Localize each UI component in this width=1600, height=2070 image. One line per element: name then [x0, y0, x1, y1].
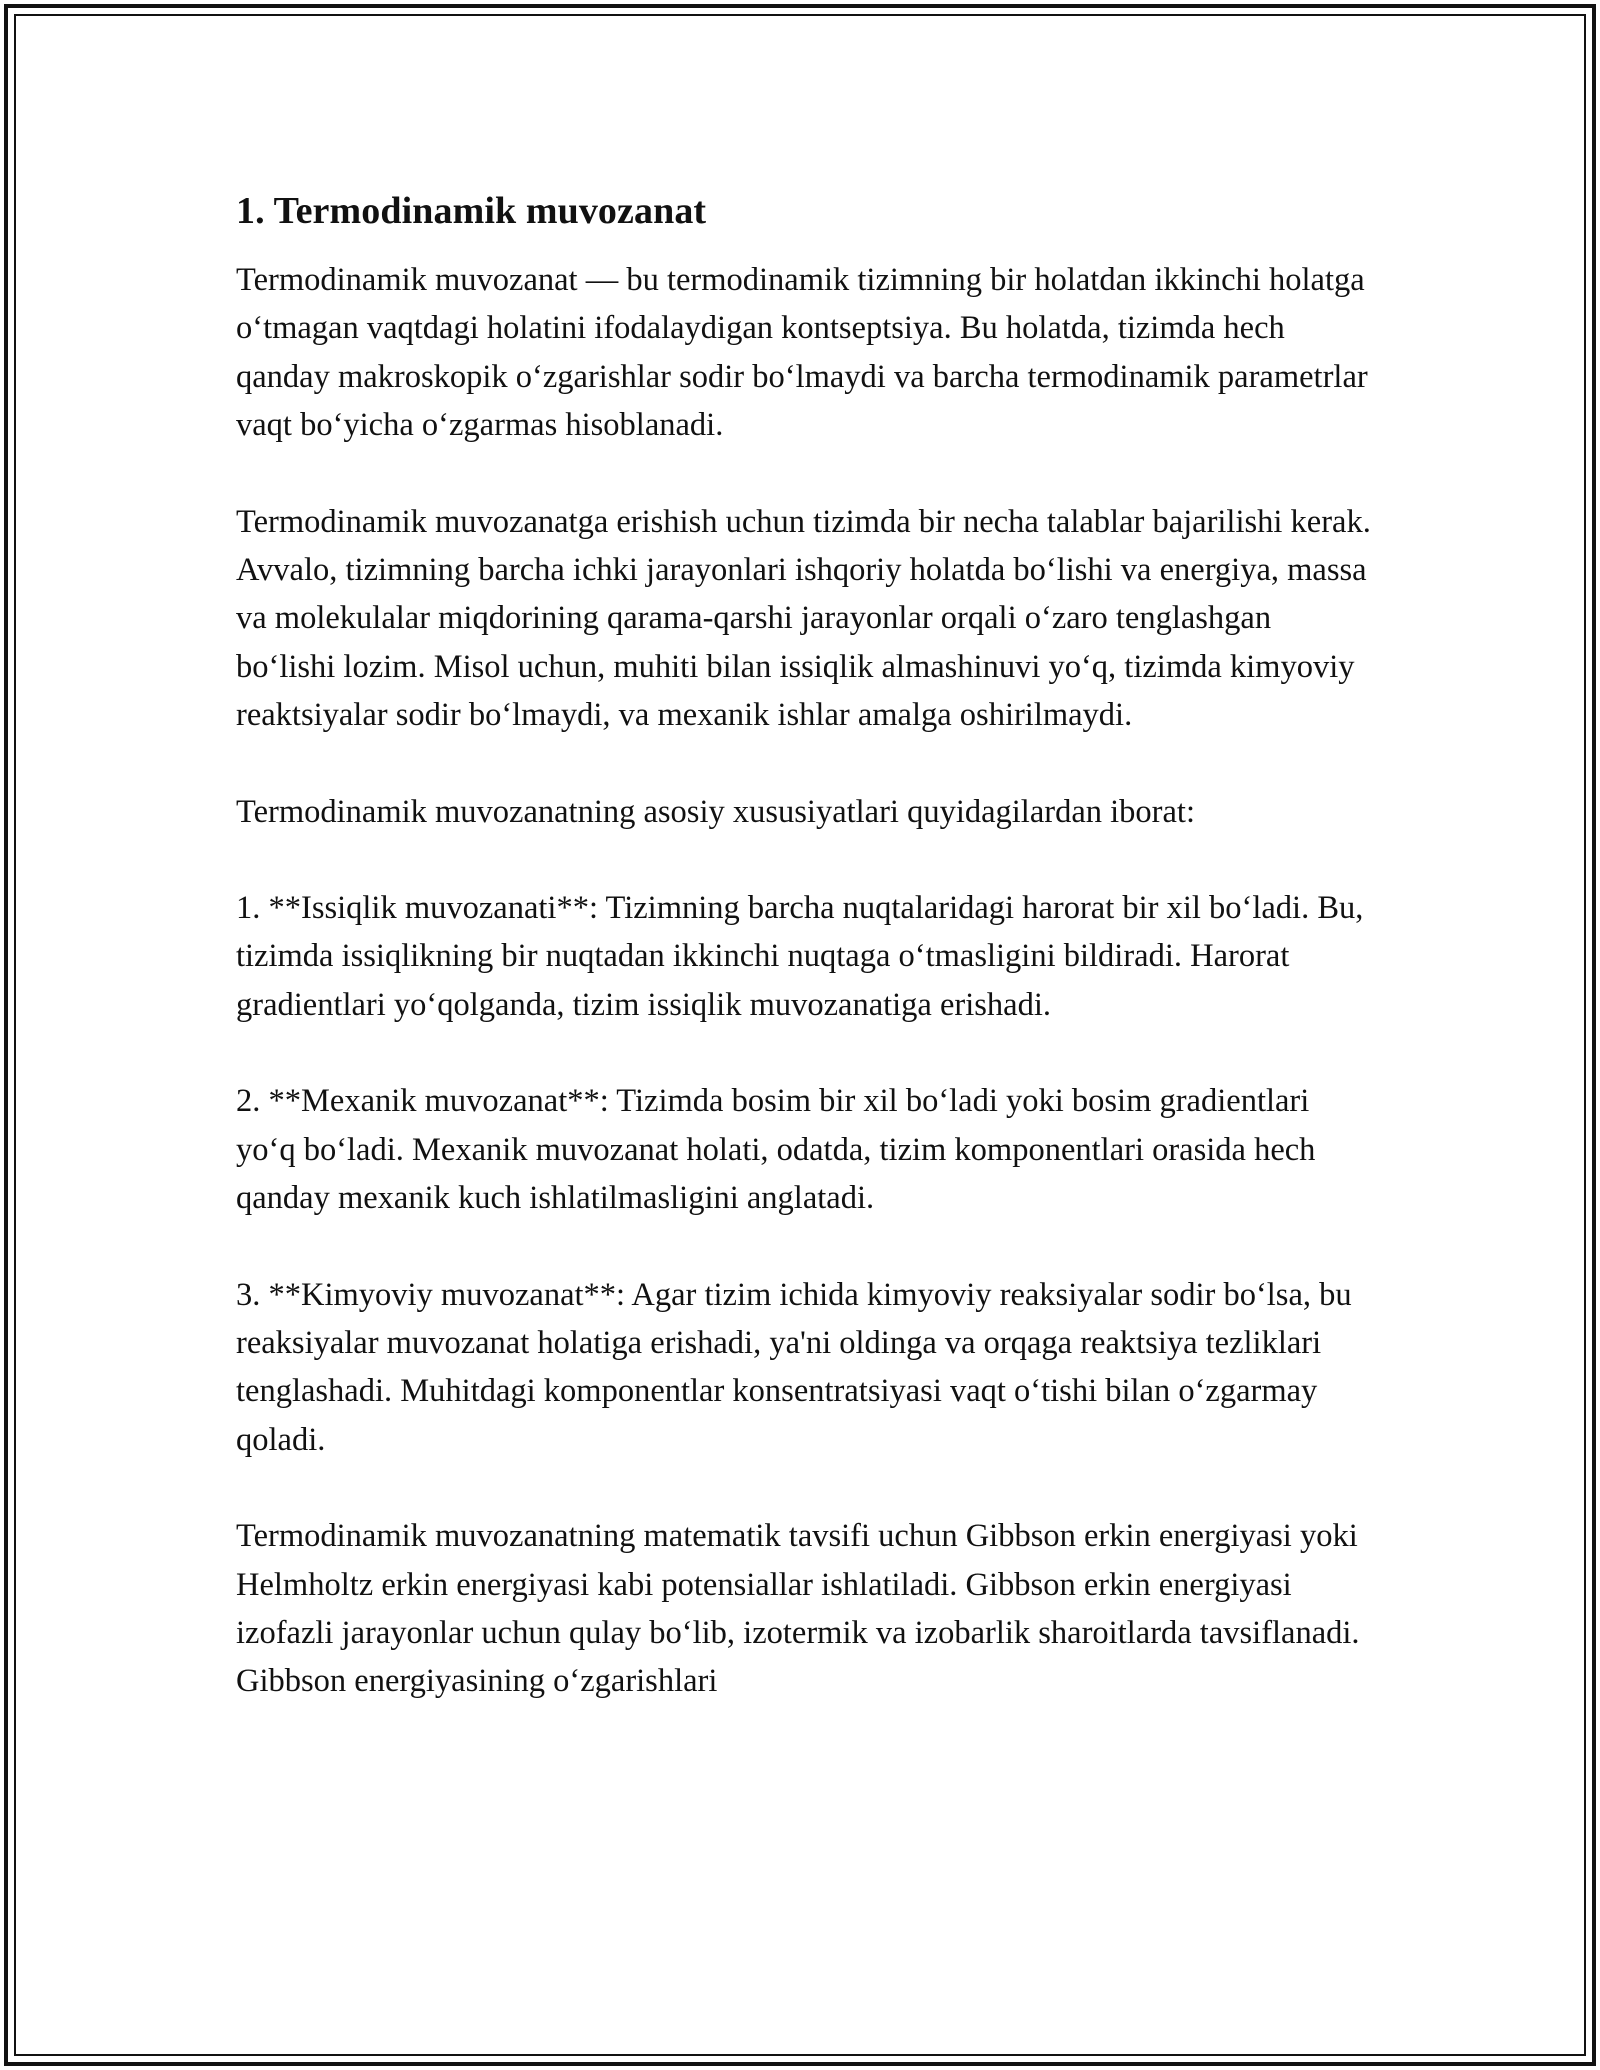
list-item-chemical-equilibrium: 3. **Kimyoviy muvozanat**: Agar tizim ichida kimyoviy reaksiyalar sodir boʻlsa, bu reaksiyalar muvozanat holatiga erishadi, ya'ni oldinga va orqaga reaktsiya tezliklari tenglashadi. Muhitdagi komponentlar konsentratsiyasi vaqt oʻtishi bilan oʻzgarmay qoladi.	[236, 1276, 1352, 1458]
paragraph-mathematical-description: Termodinamik muvozanatning matematik tavsifi uchun Gibbson erkin energiyasi yoki Helmholtz erkin energiyasi kabi potensiallar ishlatiladi. Gibbson erkin energiyasi izofazli jarayonlar uchun qulay boʻlib, izotermik va izobarlik sharoitlarda tavsiflanadi. Gibbson energiyasining oʻzgarishlari	[236, 1518, 1360, 1700]
section-heading: 1. Termodinamik muvozanat	[236, 190, 707, 232]
paragraph-definition: Termodinamik muvozanat — bu termodinamik tizimning bir holatdan ikkinchi holatga oʻtmagan vaqtdagi holatini ifodalaydigan kontseptsiya. Bu holatda, tizimda hech qanday makroskopik oʻzgarishlar sodir boʻlmaydi va barcha termodinamik parametrlar vaqt boʻyicha oʻzgarmas hisoblanadi.	[236, 262, 1368, 444]
document-body	[236, 186, 1376, 1706]
paragraph-features-intro: Termodinamik muvozanatning asosiy xususiyatlari quyidagilardan iborat:	[236, 793, 1195, 830]
list-item-thermal-equilibrium: 1. **Issiqlik muvozanati**: Tizimning barcha nuqtalaridagi harorat bir xil boʻladi. Bu, tizimda issiqlikning bir nuqtadan ikkinchi nuqtaga oʻtmasligini bildiradi. Harorat gradientlari yoʻqolganda, tizim issiqlik muvozanatiga erishadi.	[236, 890, 1364, 1023]
list-item-mechanical-equilibrium: 2. **Mexanik muvozanat**: Tizimda bosim bir xil boʻladi yoki bosim gradientlari yoʻq boʻladi. Mexanik muvozanat holati, odatda, tizim komponentlari orasida hech qanday mexanik kuch ishlatilmasligini anglatadi.	[236, 1083, 1316, 1217]
paragraph-requirements: Termodinamik muvozanatga erishish uchun tizimda bir necha talablar bajarilishi kerak. Avvalo, tizimning barcha ichki jarayonlari ishqoriy holatda boʻlishi va energiya, massa va molekulalar miqdorining qarama-qarshi jarayonlar orqali oʻzaro tenglashgan boʻlishi lozim. Misol uchun, muhiti bilan issiqlik almashinuvi yoʻq, tizimda kimyoviy reaktsiyalar sodir boʻlmaydi, va mexanik ishlar amalga oshirilmaydi.	[236, 503, 1371, 734]
